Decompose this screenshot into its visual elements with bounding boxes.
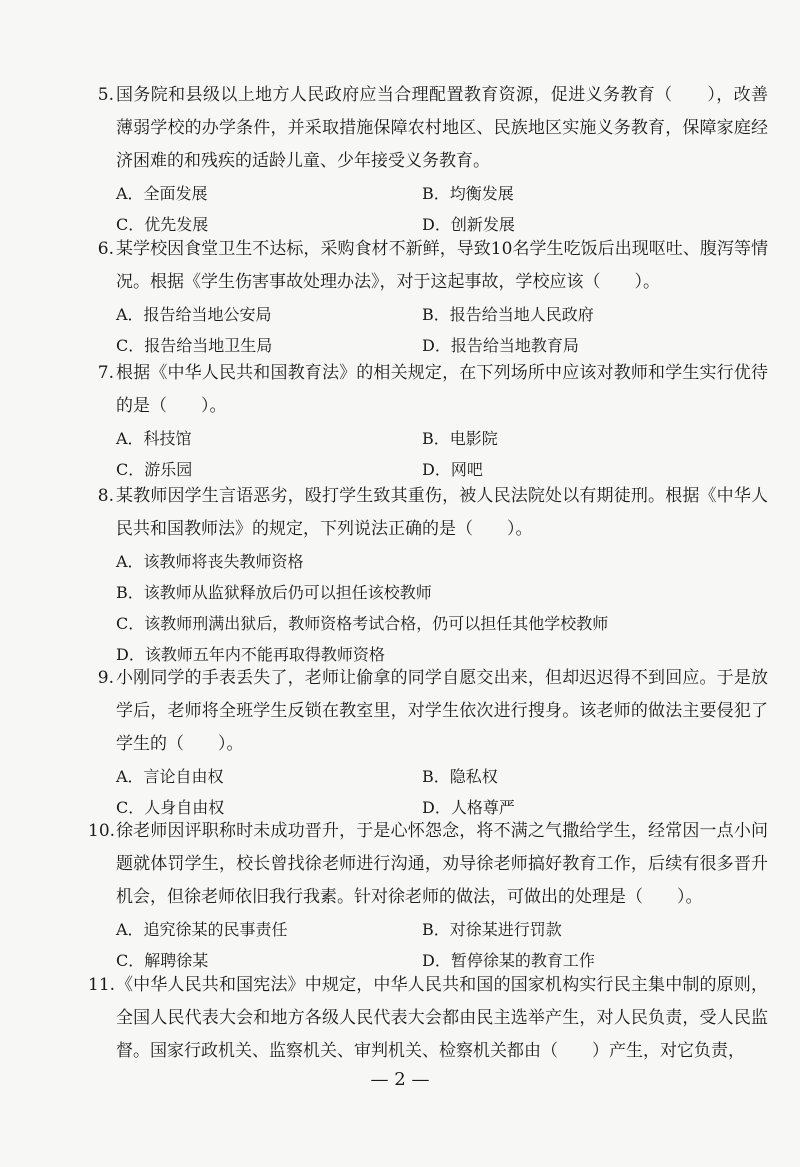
option-c: C．该教师刑满出狱后，教师资格考试合格，仍可以担任其他学校教师: [116, 614, 609, 633]
question-8: [88, 480, 768, 670]
option-b: B．报告给当地人民政府: [422, 305, 594, 324]
question-number: 7.: [97, 363, 114, 383]
question-number: 11.: [88, 975, 116, 995]
option-a: A．科技馆: [116, 429, 192, 448]
option-a: A．言论自由权: [116, 767, 224, 786]
options: [116, 761, 768, 823]
option-b: B．电影院: [422, 429, 498, 448]
question-number: 10.: [88, 821, 116, 841]
options: [116, 299, 768, 361]
page-number: — 2 —: [370, 1069, 430, 1090]
question-number: 9.: [97, 668, 114, 688]
option-d: D．暂停徐某的教育工作: [422, 951, 595, 970]
question-stem: 小刚同学的手表丢失了，老师让偷拿的同学自愿交出来，但却迟迟得不到回应。于是放学后，老师将全班学生反锁在教室里，对学生依次进行搜身。该老师的做法主要侵犯了学生的（ ）。: [116, 668, 768, 754]
option-d: D．报告给当地教育局: [422, 336, 579, 355]
question-stem: 国务院和县级以上地方人民政府应当合理配置教育资源，促进义务教育（ ），改善薄弱学校的办学条件，并采取措施保障农村地区、民族地区实施义务教育，保障家庭经济困难的和残疾的适龄儿童、少年接受义务教育。: [116, 85, 768, 171]
question-stem: 某教师因学生言语恶劣，殴打学生致其重伤，被人民法院处以有期徒刑。根据《中华人民共和国教师法》的规定，下列说法正确的是（ ）。: [116, 486, 768, 539]
option-b: B．均衡发展: [422, 184, 514, 203]
question-stem: 某学校因食堂卫生不达标，采购食材不新鲜，导致10名学生吃饭后出现呕吐、腹泻等情况。根据《学生伤害事故处理办法》，对于这起事故，学校应该（ ）。: [116, 239, 768, 292]
question-9: [88, 662, 768, 823]
option-c: C．人身自由权: [116, 798, 225, 817]
options: [116, 423, 768, 485]
option-d: D．创新发展: [422, 215, 515, 234]
option-c: C．报告给当地卫生局: [116, 336, 273, 355]
option-c: C．解聘徐某: [116, 951, 209, 970]
question-number: 8.: [97, 486, 114, 506]
option-a: A．追究徐某的民事责任: [116, 920, 288, 939]
question-stem: 徐老师因评职称时未成功晋升，于是心怀怨念，将不满之气撒给学生，经常因一点小问题就体罚学生，校长曾找徐老师进行沟通，劝导徐老师搞好教育工作，后续有很多晋升机会，但徐老师依旧我行我素。针对徐老师的做法，可做出的处理是（ ）。: [116, 821, 768, 907]
options: [116, 914, 768, 976]
option-a: A．全面发展: [116, 184, 208, 203]
option-b: B．该教师从监狱释放后仍可以担任该校教师: [116, 583, 432, 602]
options: [116, 546, 768, 670]
option-a: A．该教师将丧失教师资格: [116, 552, 304, 571]
option-d: D．网吧: [422, 460, 483, 479]
options: [116, 178, 768, 240]
question-6: [88, 233, 768, 361]
option-a: A．报告给当地公安局: [116, 305, 272, 324]
question-number: 6.: [97, 239, 114, 259]
question-7: [88, 357, 768, 485]
option-d: D．该教师五年内不能再取得教师资格: [116, 645, 385, 664]
question-10: [88, 815, 768, 976]
question-stem: 根据《中华人民共和国教育法》的相关规定，在下列场所中应该对教师和学生实行优待的是（ ）。: [116, 363, 768, 416]
question-11: [88, 969, 768, 1068]
question-stem: 《中华人民共和国宪法》中规定，中华人民共和国的国家机构实行民主集中制的原则，全国人民代表大会和地方各级人民代表大会都由民主选举产生，对人民负责，受人民监督。国家行政机关、监察机关、审判机关、检察机关都由（ ）产生，对它负责，: [116, 975, 768, 1061]
option-d: D．人格尊严: [422, 798, 515, 817]
option-b: B．隐私权: [422, 767, 498, 786]
option-c: C．优先发展: [116, 215, 209, 234]
question-number: 5.: [97, 85, 114, 105]
option-c: C．游乐园: [116, 460, 193, 479]
question-5: [88, 79, 768, 240]
option-b: B．对徐某进行罚款: [422, 920, 562, 939]
